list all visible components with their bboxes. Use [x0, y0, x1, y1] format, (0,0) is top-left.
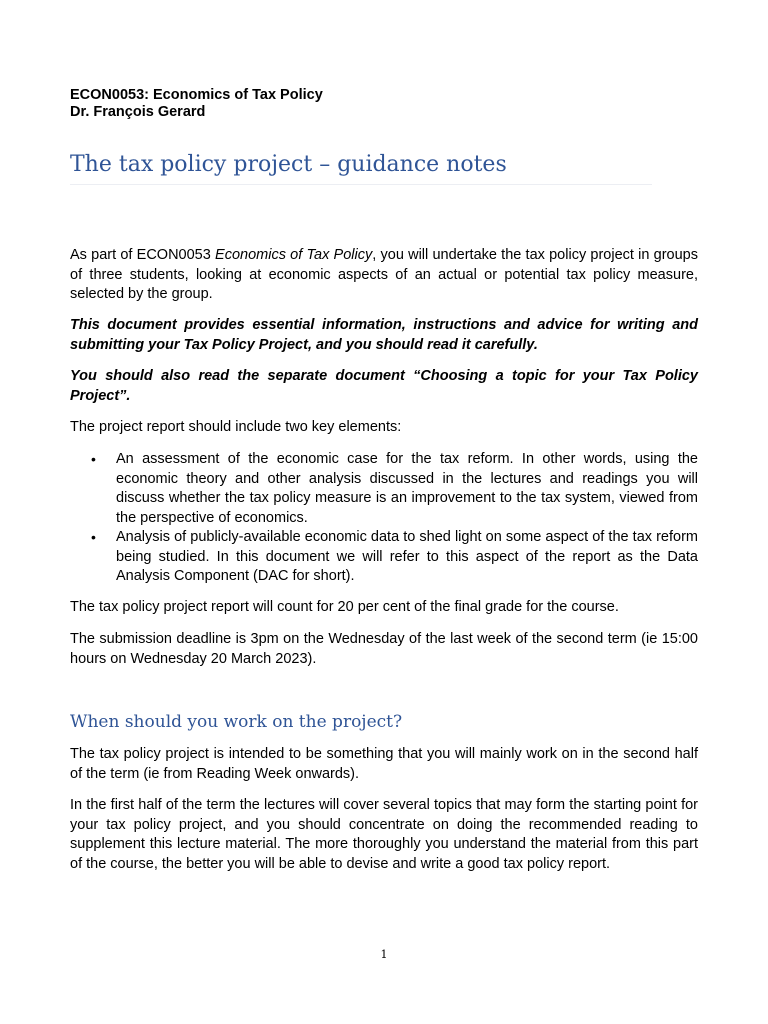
timing-paragraph: The tax policy project is intended to be something that you will mainly work on in the second half of the term (ie from Reading Week onwards).: [70, 746, 698, 782]
document-page: [70, 0, 698, 1024]
intro-paragraph: [70, 246, 698, 305]
bullet-icon: •: [91, 529, 96, 545]
first-half-paragraph: In the first half of the term the lectures will cover several topics that may form the starting point for your tax policy project, and you should concentrate on doing the recommended reading to supplement this lecture material. The more thoroughly you understand the material from this part of the course, the better you will be able to devise and write a good tax policy report.: [70, 797, 698, 872]
list-item-text: Analysis of publicly-available economic data to shed light on some aspect of the tax reform being studied. In this document we will refer to this aspect of the report as the Data Analysis Component (DAC for short).: [116, 529, 698, 584]
intro-prefix: As part of ECON0053: [70, 247, 216, 263]
bullet-icon: •: [91, 451, 96, 467]
list-item-text: An assessment of the economic case for the tax reform. In other words, using the economic theory and other analysis discussed in the lectures and readings you will discuss whether the tax policy measure is an improvement to the tax system, viewed from the perspective of economics.: [116, 451, 698, 526]
intro-course-name: Economics of Tax Policy: [215, 247, 373, 263]
lecturer-name: Dr. François Gerard: [70, 104, 206, 120]
elements-intro: The project report should include two key elements:: [70, 419, 402, 435]
list-item: [70, 450, 698, 528]
intro-suffix: , you will undertake the tax policy project in groups of three students, looking at economic aspects of an actual or potential tax policy measure, selected by the group.: [70, 247, 698, 302]
document-title: The tax policy project – guidance notes: [70, 150, 652, 185]
course-header: [70, 87, 323, 121]
key-elements-list: [70, 450, 698, 587]
related-document-notice: You should also read the separate document “Choosing a topic for your Tax Policy Project”.: [70, 368, 698, 404]
grade-weight-note: The tax policy project report will count for 20 per cent of the final grade for the course.: [70, 599, 619, 615]
course-code-title: ECON0053: Economics of Tax Policy: [70, 87, 323, 103]
section-heading: When should you work on the project?: [70, 712, 403, 732]
deadline-paragraph: The submission deadline is 3pm on the Wednesday of the last week of the second term (ie 15:00 hours on Wednesday 20 March 2023).: [70, 631, 698, 667]
list-item: [70, 528, 698, 587]
important-notice: This document provides essential information, instructions and advice for writing and submitting your Tax Policy Project, and you should read it carefully.: [70, 317, 698, 353]
page-number: 1: [380, 948, 388, 961]
